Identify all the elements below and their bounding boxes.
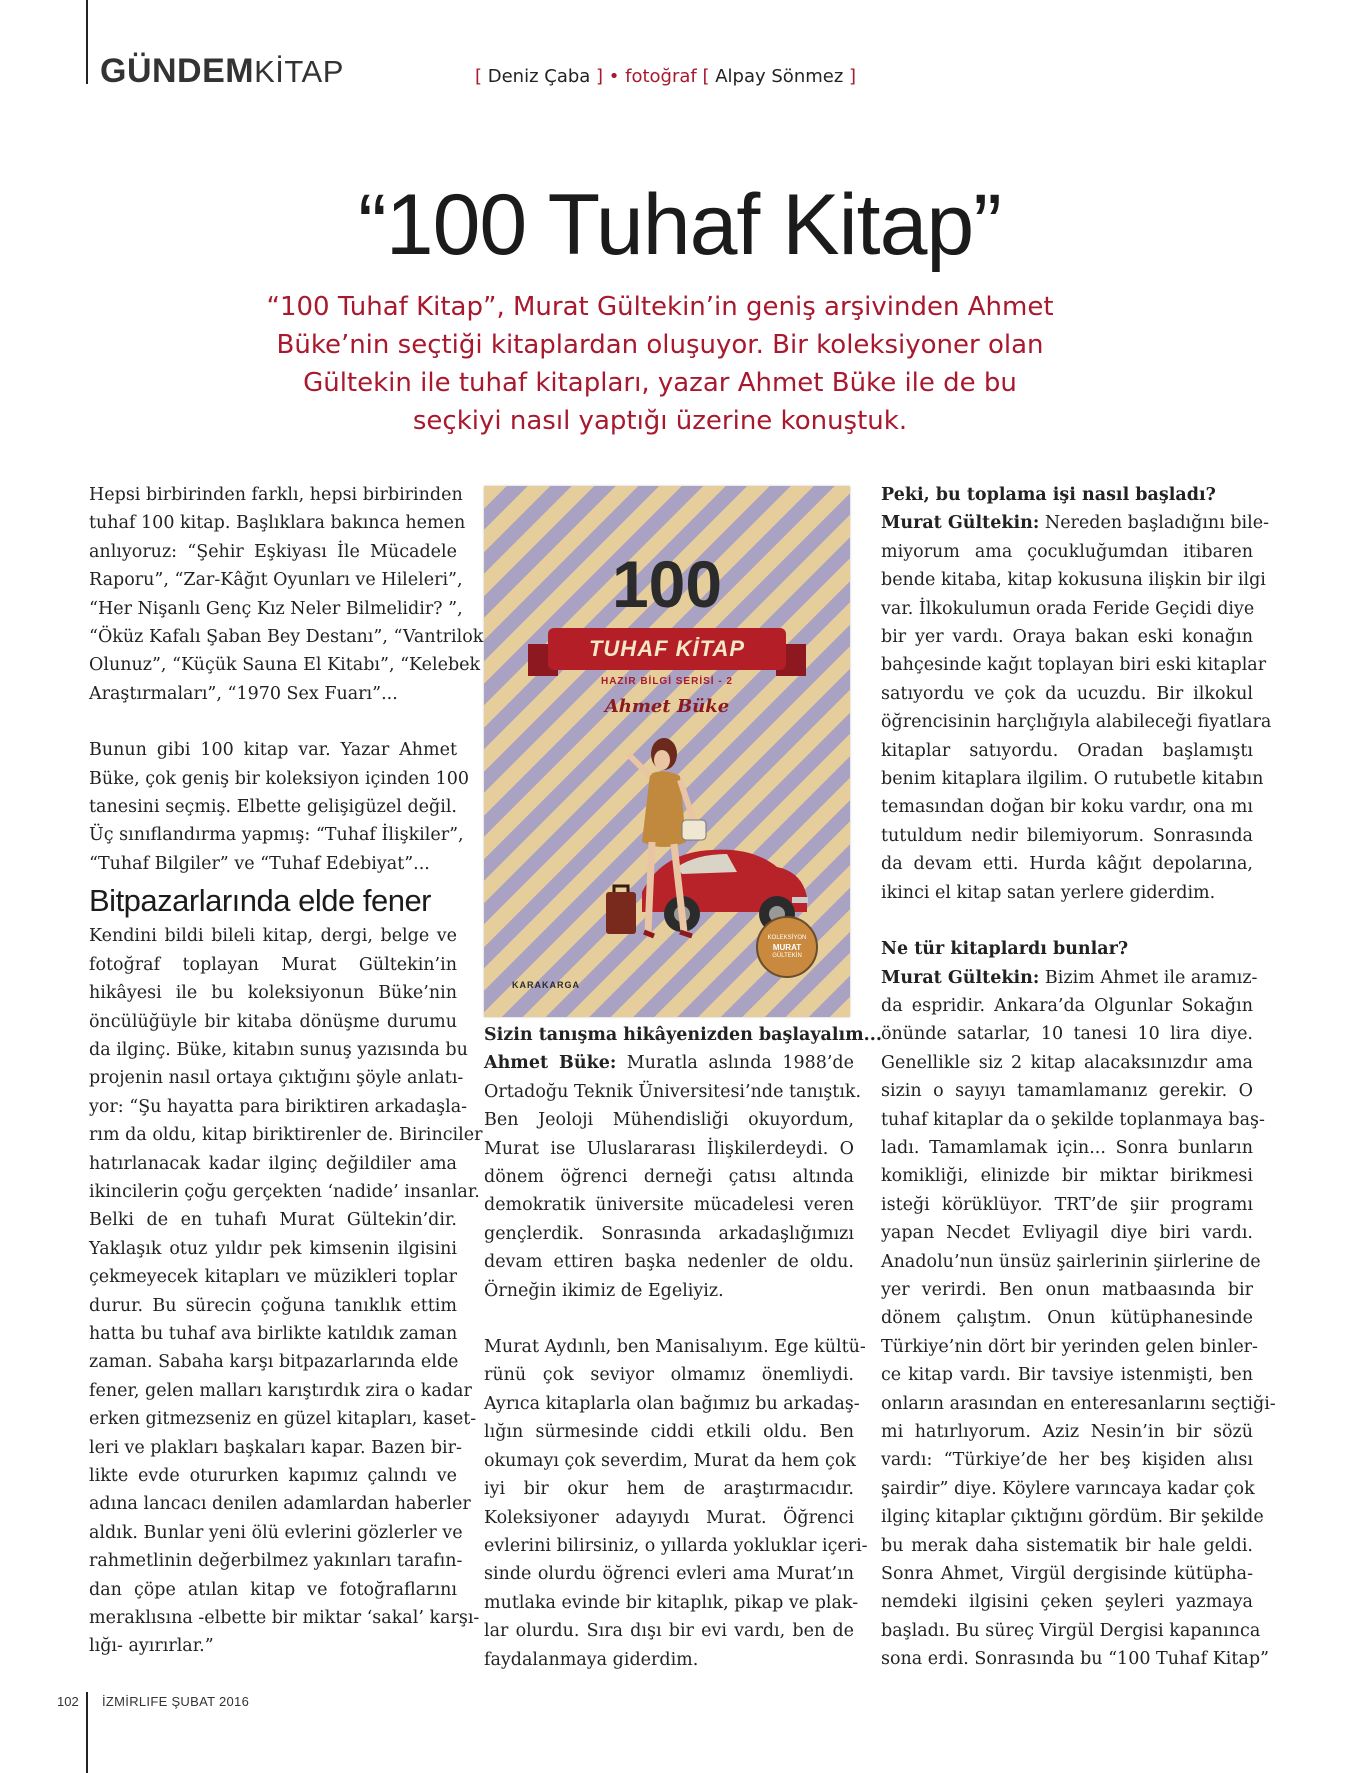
page-number: 102 bbox=[57, 1694, 79, 1709]
byline-photo-label: fotoğraf bbox=[625, 66, 697, 87]
col2-paragraph-2 bbox=[484, 1333, 868, 1674]
text-line: erken gitmezseniz en güzel kitapları, kaset- bbox=[89, 1409, 477, 1430]
text-line: hatırlanacak kadar ilginç değildiler ama bbox=[89, 1153, 457, 1174]
badge-line: KOLEKSİYON bbox=[767, 934, 807, 941]
text-line: gençlerdik. Sonrasında arkadaşlığımızı bbox=[484, 1223, 854, 1244]
text-line: Sonra Ahmet, Virgül dergisinde kütüpha- bbox=[881, 1564, 1253, 1585]
text-line: Örneğin ikimiz de Egeliyiz. bbox=[484, 1280, 724, 1301]
text-line: fener, gelen malları karıştırdık zira o kadar bbox=[89, 1380, 472, 1401]
text-line: mi hatırlıyorum. Aziz Nesin’in bir sözü bbox=[881, 1422, 1253, 1442]
text-line: da espridir. Ankara’da Olgunlar Sokağın bbox=[881, 995, 1253, 1016]
text-line: Raporu”, “Zar-Kâğıt Oyunları ve Hileleri”, bbox=[89, 570, 463, 591]
text-line: demokratik üniversite mücadelesi veren bbox=[484, 1195, 854, 1216]
text-line: rahmetlinin değerbilmez yakınları tarafın- bbox=[89, 1551, 463, 1572]
text-line: ilginç kitaplar çıktığını gördüm. Bir şekilde bbox=[881, 1507, 1264, 1528]
text-line: sona erdi. Sonrasında bu “100 Tuhaf Kitap” bbox=[881, 1649, 1269, 1670]
text-line: Yaklaşık otuz yıldır pek kimsenin ilgisini bbox=[89, 1238, 457, 1259]
text-line: çekmeyecek kitapları ve müzikleri toplar bbox=[89, 1267, 457, 1288]
text-fragment: Muratla aslında 1988’de bbox=[616, 1053, 854, 1074]
text-line: Ben Jeoloji Mühendisliği okuyordum, bbox=[484, 1110, 854, 1131]
text-line: temasından doğan bir koku vardır, ona mı bbox=[881, 797, 1253, 818]
cover-number: 100 bbox=[611, 547, 723, 621]
text-line: meraklısına -elbette bir miktar ‘sakal’ karşı- bbox=[89, 1608, 480, 1629]
col2-answer-1 bbox=[484, 1049, 862, 1305]
text-line: onların arasından en enteresanlarını seçtiği- bbox=[881, 1393, 1276, 1414]
text-line: bir yer vardı. Oraya bakan eski konağın bbox=[881, 627, 1253, 648]
text-fragment: Bizim Ahmet ile aramız- bbox=[1039, 967, 1258, 988]
bottom-vertical-rule bbox=[86, 1692, 88, 1773]
text-line: şairdir” diye. Köylere varıncaya kadar çok bbox=[881, 1478, 1255, 1499]
text-line: sizin o sayıyı tamamlamanız gerekir. O bbox=[881, 1081, 1253, 1102]
text-line: lar olurdu. Sıra dışı bir evi vardı, ben de bbox=[484, 1621, 854, 1642]
suitcase-illustration bbox=[606, 892, 636, 934]
text-line: isteği körüklüyor. TRT’de şiir programı bbox=[881, 1194, 1253, 1215]
text-fragment: Nereden başladığını bile- bbox=[1039, 513, 1270, 534]
byline-separator: ] • bbox=[590, 66, 626, 87]
text-line: ce kitap vardı. Bir tavsiye istenmişti, ben bbox=[881, 1365, 1253, 1386]
text-line: “100 Tuhaf Kitap”, Murat Gültekin’in geniş arşivinden Ahmet bbox=[266, 292, 1054, 322]
text-line: tanesini seçmiş. Elbette gelişigüzel değil. bbox=[89, 797, 457, 818]
text-line: ikincilerin çoğu gerçekten ‘nadide’ insanlar. bbox=[89, 1181, 480, 1202]
text-line: Bunun gibi 100 kitap var. Yazar Ahmet bbox=[89, 740, 457, 761]
text-line: başladı. Bu süreç Virgül Dergisi kapanınca bbox=[881, 1620, 1261, 1641]
text-line: lığı- ayırırlar.” bbox=[89, 1636, 214, 1657]
byline bbox=[475, 66, 856, 87]
cover-publisher: KARAKARGA bbox=[512, 980, 580, 990]
text-line: tutuldum nedir bilemiyorum. Sonrasında bbox=[881, 825, 1253, 846]
text-line bbox=[484, 1049, 854, 1077]
column-2 bbox=[484, 1021, 882, 1674]
text-line: komikliği, elinizde bir miktar birikmesi bbox=[881, 1166, 1253, 1187]
text-line: sinde olurdu öğrenci evleri ama Murat’ın bbox=[484, 1564, 854, 1585]
question-3: Ne tür kitaplardı bunlar? bbox=[881, 939, 1129, 960]
section-label bbox=[100, 52, 344, 91]
col3-answer-1 bbox=[881, 509, 1272, 907]
text-line: nemdeki ilgisini çeken şeyleri yazmaya bbox=[881, 1592, 1253, 1613]
byline-author: Deniz Çaba bbox=[487, 66, 591, 87]
text-line: seçkiyi nasıl yaptığı üzerine konuştuk. bbox=[412, 406, 908, 436]
text-line: öncülüğüyle bir kitaba dönüşme durumu bbox=[89, 1011, 457, 1032]
text-line: mutlaka evinde bir kitaplık, pikap ve plak- bbox=[484, 1592, 859, 1613]
text-line: da devam etti. Hurda kâğıt depolarına, bbox=[881, 854, 1253, 875]
text-line: var. İlkokulumun orada Feride Geçidi diye bbox=[881, 598, 1255, 619]
cover-ribbon: TUHAF KİTAP bbox=[548, 628, 786, 670]
column-3 bbox=[881, 481, 1276, 1674]
text-line: tuhaf kitaplar da o şekilde toplanmaya baş- bbox=[881, 1109, 1265, 1130]
section-label-bold: GÜNDEM bbox=[100, 52, 255, 90]
question-1: Sizin tanışma hikâyenizden başlayalım... bbox=[484, 1025, 882, 1045]
article-title: “100 Tuhaf Kitap” bbox=[358, 177, 1001, 273]
text-line: Kendini bildi bileli kitap, dergi, belge ve bbox=[89, 926, 457, 947]
section-label-light: KİTAP bbox=[254, 54, 344, 89]
text-line: kitaplar satıyordu. Oradan başlamıştı bbox=[881, 740, 1253, 761]
article-subhead: Bitpazarlarında elde fener bbox=[89, 883, 432, 919]
column-1 bbox=[89, 481, 484, 1661]
text-line: Araştırmaları”, “1970 Sex Fuarı”... bbox=[89, 683, 398, 704]
text-line: fotoğraf toplayan Murat Gültekin’in bbox=[89, 954, 457, 975]
text-line: iyi bir okur hem de araştırmacıdır. bbox=[484, 1479, 854, 1500]
text-line: Üç sınıflandırma yapmış: “Tuhaf İlişkiler”, bbox=[89, 825, 464, 846]
text-line: “Öküz Kafalı Şaban Bey Destanı”, “Vantrilok bbox=[89, 627, 484, 648]
text-line: likte evde otururken kapımız çalındı ve bbox=[89, 1466, 457, 1486]
text-line: satıyordu ve çok da ucuzdu. Bir ilkokul bbox=[881, 683, 1253, 704]
text-line: anlıyoruz: “Şehir Eşkiyası İle Mücadele bbox=[89, 541, 457, 562]
text-line: “Tuhaf Bilgiler” ve “Tuhaf Edebiyat”... bbox=[89, 853, 430, 874]
question-2: Peki, bu toplama işi nasıl başladı? bbox=[881, 485, 1216, 505]
text-line: bahçesinde kağıt toplayan biri eski kitaplar bbox=[881, 655, 1267, 676]
text-line: Koleksiyoner adayıydı Murat. Öğrenci bbox=[484, 1507, 854, 1528]
text-line: da ilginç. Büke, kitabın sunuş yazısında bu bbox=[89, 1039, 468, 1060]
text-line: tuhaf 100 kitap. Başlıklara bakınca hemen bbox=[89, 513, 466, 534]
text-line: evlerini bilirsiniz, o yıllarda yokluklar içeri- bbox=[484, 1535, 868, 1556]
text-line: ikinci el kitap satan yerlere giderdim. bbox=[881, 882, 1216, 903]
text-line: devam ettiren başka nedenler de oldu. bbox=[484, 1252, 854, 1273]
speaker-name: Murat Gültekin: bbox=[881, 513, 1040, 534]
magazine-footer: İZMİRLIFE ŞUBAT 2016 bbox=[102, 1694, 250, 1709]
text-line: faydalanmaya giderdim. bbox=[484, 1649, 699, 1670]
text-line: benim kitaplara ilgilim. O rutubetle kitabın bbox=[881, 769, 1264, 790]
text-line: hikâyesi ile bu koleksiyonun Büke’nin bbox=[89, 983, 457, 1004]
text-line: rım da oldu, kitap biriktirenler de. Birinciler bbox=[89, 1125, 483, 1146]
text-line: ladı. Tamamlamak için... Sonra bunların bbox=[881, 1137, 1253, 1158]
text-line: önünde satarlar, 10 tanesi 10 lira diye. bbox=[881, 1024, 1253, 1045]
text-line: projenin nasıl ortaya çıktığını şöyle anlatı- bbox=[89, 1068, 464, 1089]
cover-series: HAZIR BİLGİ SERİSİ - 2 bbox=[600, 676, 733, 687]
text-line bbox=[881, 964, 1258, 992]
text-line: yapan Necdet Evliyagil diye biri vardı. bbox=[881, 1223, 1253, 1244]
text-line: yer verirdi. Ben onun matbaasında bir bbox=[881, 1279, 1253, 1300]
byline-bracket: [ bbox=[696, 66, 716, 87]
article-lede bbox=[220, 288, 1100, 440]
text-line: bu merak daha sistematik bir hale geldi. bbox=[881, 1535, 1253, 1556]
badge-line: GÜLTEKİN bbox=[772, 952, 802, 959]
text-line: Türkiye’nin dört bir yerinden gelen binler- bbox=[881, 1336, 1258, 1357]
text-line: Anadolu’nun ünsüz şairlerinin şiirlerine de bbox=[881, 1251, 1261, 1272]
text-line: adına lancacı denilen adamlardan haberler bbox=[89, 1494, 471, 1515]
book-cover-image bbox=[484, 486, 850, 1017]
text-line: Ortadoğu Teknik Üniversitesi’nde tanıştık. bbox=[484, 1081, 862, 1102]
text-line: leri ve plakları başkaları kapar. Bazen bir- bbox=[89, 1437, 462, 1458]
text-line: Gültekin ile tuhaf kitapları, yazar Ahmet Büke ile de bu bbox=[303, 368, 1017, 398]
badge-line: MURAT bbox=[772, 942, 802, 952]
text-line: Olunuz”, “Küçük Sauna El Kitabı”, “Kelebek bbox=[89, 655, 481, 676]
text-line: Ayrıca kitaplarla olan bağımız bu arkadaş- bbox=[484, 1393, 860, 1414]
byline-bracket: [ bbox=[475, 66, 488, 87]
cover-author: Ahmet Büke bbox=[604, 696, 730, 717]
top-vertical-rule bbox=[86, 0, 88, 84]
text-line: dönem çalıştım. Onun kütüphanesinde bbox=[881, 1308, 1253, 1329]
text-line: bende kitaba, kitap kokusuna ilişkin bir ilgi bbox=[881, 570, 1266, 591]
text-line: Büke, çok geniş bir koleksiyon içinden 100 bbox=[89, 768, 470, 789]
text-line: Hepsi birbirinden farklı, hepsi birbirinden bbox=[89, 485, 463, 505]
col1-paragraph-1 bbox=[89, 481, 484, 708]
text-line: aldık. Bunlar yeni ölü evlerini gözlerler ve bbox=[89, 1522, 463, 1543]
text-line: Belki de en tuhafı Murat Gültekin’dir. bbox=[89, 1210, 457, 1231]
text-line: dönem öğrenci derneği çatısı altında bbox=[484, 1167, 854, 1188]
text-line bbox=[881, 509, 1270, 537]
text-line: lığın sürmesinde ciddi etkili oldu. Ben bbox=[484, 1422, 854, 1443]
text-line: Murat ise Uluslararası İlişkilerdeydi. O bbox=[484, 1138, 854, 1159]
text-line: “Her Nişanlı Genç Kız Neler Bilmelidir? ”, bbox=[89, 598, 463, 619]
text-line: öğrencisinin harçlığıyla alabileceği fiyatlara bbox=[881, 712, 1272, 733]
text-line: yor: “Şu hayatta para biriktiren arkadaşla- bbox=[89, 1096, 468, 1117]
col3-answer-2 bbox=[881, 964, 1276, 1674]
text-line: dan çöpe atılan kitap ve fotoğraflarını bbox=[89, 1579, 457, 1600]
cover-badge bbox=[756, 916, 818, 978]
text-line: miyorum ama çocukluğumdan itibaren bbox=[881, 541, 1253, 562]
text-line: vardı: “Türkiye’de her beş kişiden alısı bbox=[881, 1450, 1253, 1471]
text-line: Murat Aydınlı, ben Manisalıyım. Ege kültü- bbox=[484, 1337, 866, 1358]
text-line: okumayı çok severdim, Murat da hem çok bbox=[484, 1450, 856, 1471]
text-line: Genellikle siz 2 kitap alacaksınızdır ama bbox=[881, 1052, 1253, 1073]
byline-photographer: Alpay Sönmez bbox=[715, 66, 844, 87]
text-line: durur. Bu sürecin çoğuna tanıklık ettim bbox=[89, 1295, 457, 1316]
text-line: Büke’nin seçtiği kitaplardan oluşuyor. Bir koleksiyoner olan bbox=[276, 330, 1044, 360]
byline-bracket: ] bbox=[843, 66, 857, 87]
text-line: rünü çok seviyor olmamız önemliydi. bbox=[484, 1365, 854, 1386]
col1-paragraph-3 bbox=[89, 922, 483, 1661]
col1-paragraph-2 bbox=[89, 736, 470, 878]
speaker-name: Ahmet Büke: bbox=[484, 1053, 617, 1074]
text-line: hatta bu tuhaf ava birlikte katıldık zaman bbox=[89, 1323, 458, 1344]
speaker-name: Murat Gültekin: bbox=[881, 967, 1040, 988]
text-line: zaman. Sabaha karşı bitpazarlarında elde bbox=[89, 1352, 459, 1373]
